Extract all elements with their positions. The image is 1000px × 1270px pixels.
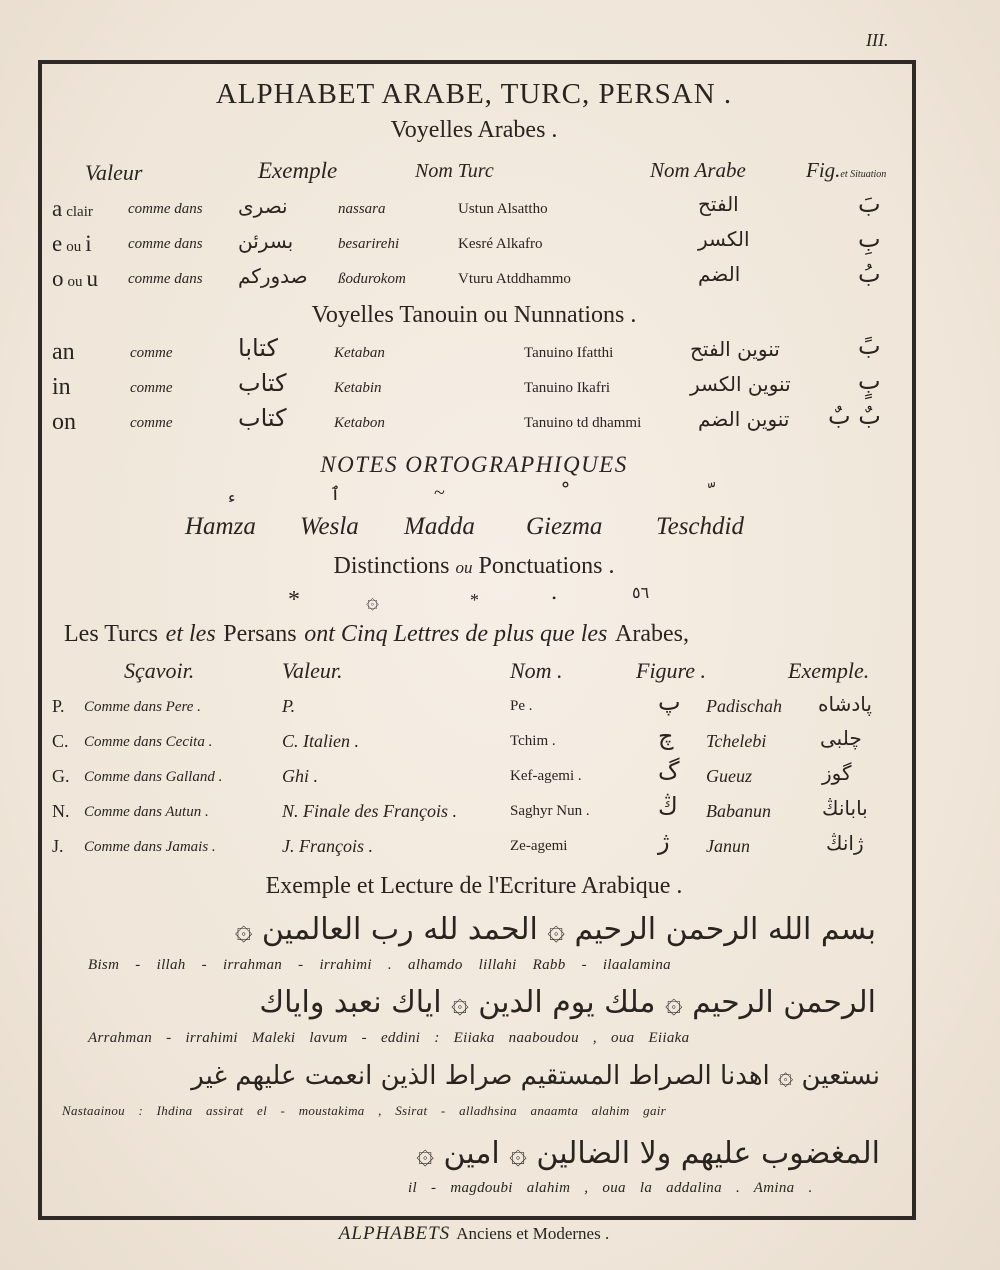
extra-nom: Saghyr Nun . xyxy=(510,803,590,819)
extra-letter: P. xyxy=(52,696,65,716)
extra-exemple: Padischah xyxy=(706,696,782,716)
vowel-translit: besarirehi xyxy=(338,236,400,252)
tanouin-translit: Ketabin xyxy=(334,380,382,396)
vowel-letter: e xyxy=(52,231,63,256)
lecture-arabic: بسم الله الرحمن الرحيم ۞ الحمد لله رب العالمين ۞ xyxy=(234,912,876,947)
tanouin-heading: Voyelles Tanouin ou Nunnations . xyxy=(311,302,637,328)
extra-valeur: J. François . xyxy=(282,836,373,856)
extra-valeur: P. xyxy=(282,696,296,716)
extra-comme: Comme dans Galland . xyxy=(84,769,223,785)
vowel-nom-arabe: الفتح xyxy=(698,192,739,216)
sentence-persans: Persans xyxy=(223,621,297,647)
extra-letter: N. xyxy=(52,801,70,821)
distinctions-ou: ou xyxy=(455,558,473,577)
lecture-translit: Nastaainou : Ihdina assirat el - moustakima , Ssirat - alladhsina anaamta alahim gair xyxy=(62,1103,667,1118)
note-label-giezma: Giezma xyxy=(526,513,603,540)
lecture-arabic: الرحمن الرحيم ۞ ملك يوم الدين ۞ اياك نعبد واياك xyxy=(259,985,876,1020)
extra-letters-sentence xyxy=(64,619,689,648)
note-label-teschdid: Teschdid xyxy=(656,513,744,540)
tanouin-nom-arabic: تنوين الضم xyxy=(698,407,790,431)
vowel-value xyxy=(52,266,98,292)
distinctions-word: Distinctions xyxy=(333,553,450,579)
extra-exemple: Gueuz xyxy=(706,766,752,786)
extra-letter: J. xyxy=(52,836,64,856)
extra-figure: ژ xyxy=(658,827,670,855)
vowel-comme: comme dans xyxy=(128,271,203,287)
header-exemple: Exemple xyxy=(258,158,338,183)
tanouin-example-arabic: كتابا xyxy=(238,334,278,362)
vowel-nom-turc: Ustun Alsattho xyxy=(458,201,548,217)
extra-exemple-arabic: چلبى xyxy=(820,726,862,750)
extra-exemple-arabic: ژانڭ xyxy=(826,831,864,855)
vowel-figure: بَ xyxy=(858,190,881,218)
tanouin-value: on xyxy=(52,409,76,435)
punct-rosette-icon: ۞ xyxy=(366,588,379,613)
header-fig-sub: et Situation xyxy=(840,169,887,180)
sentence-turcs: Les Turcs xyxy=(64,621,159,647)
extra-figure: چ xyxy=(658,722,674,750)
extra-letter: G. xyxy=(52,766,70,786)
vowel-figure: بِ xyxy=(858,225,881,253)
header-fig xyxy=(806,158,886,183)
vowel-translit: nassara xyxy=(338,201,386,217)
vowel-nom-arabe: الضم xyxy=(698,262,741,286)
extra-nom: Pe . xyxy=(510,698,533,714)
extra-nom: Kef-agemi . xyxy=(510,768,582,784)
lecture-translit: il - magdoubi alahim , oua la addalina . Amina . xyxy=(408,1180,813,1196)
extra-comme: Comme dans Autun . xyxy=(84,804,209,820)
plate-footer xyxy=(40,1222,908,1245)
header-valeur: Valeur xyxy=(85,160,143,185)
tanouin-value: in xyxy=(52,374,71,400)
extra-comme: Comme dans Cecita . xyxy=(84,734,213,750)
lecture-translit: Arrahman - irrahimi Maleki lavum - eddini : Eiiaka naaboudou , oua Eiiaka xyxy=(88,1030,690,1046)
punct-numeral-icon: ٥٦ xyxy=(632,585,650,602)
sentence-et-les: et les xyxy=(165,621,216,647)
tanouin-translit: Ketaban xyxy=(334,345,385,361)
vowel-letter: a xyxy=(52,196,63,221)
vowel-qualifier: ou xyxy=(67,274,83,290)
note-label-madda: Madda xyxy=(404,513,475,540)
header-valeur-2: Valeur. xyxy=(282,658,343,683)
extra-figure: گ xyxy=(658,757,680,785)
footer-alphabets: ALPHABETS xyxy=(338,1223,451,1244)
vowel-nom-arabe: الكسر xyxy=(698,227,750,251)
distinctions-heading xyxy=(40,553,908,580)
footer-anciens: Anciens et Modernes . xyxy=(456,1224,610,1243)
vowel-letter-alt: i xyxy=(85,231,92,256)
tanouin-figure: بٌ بٌ xyxy=(828,402,881,430)
vowel-letter-alt: u xyxy=(86,266,98,291)
notes-heading: NOTES ORTOGRAPHIQUES xyxy=(320,452,628,477)
vowel-value xyxy=(52,231,92,257)
wesla-mark: ٱ xyxy=(330,484,341,505)
vowel-figure: بُ xyxy=(858,260,881,288)
page-number: III. xyxy=(866,30,889,50)
tanouin-value: an xyxy=(52,339,75,365)
punct-asterisk-icon: * xyxy=(288,587,300,613)
sentence-middle: ont Cinq Lettres de plus que les xyxy=(304,621,608,647)
lecture-translit: Bism - illah - irrahman - irrahimi . alhamdo lillahi Rabb - ilaalamina xyxy=(88,957,671,973)
page-title: ALPHABET ARABE, TURC, PERSAN . xyxy=(215,78,733,110)
extra-exemple-arabic: بابانڭ xyxy=(822,796,868,820)
ponctuations-word: Ponctuations . xyxy=(478,553,615,579)
note-label-wesla: Wesla xyxy=(300,513,359,540)
vowel-example-arabic: نصرى xyxy=(238,194,288,218)
tanouin-comme: comme xyxy=(130,345,173,361)
extra-exemple: Tchelebi xyxy=(706,731,767,751)
vowel-qualifier: clair xyxy=(66,204,93,220)
extra-figure: پ xyxy=(658,688,681,716)
tanouin-nom: Tanuino Ifatthi xyxy=(524,345,614,361)
extra-exemple: Babanun xyxy=(706,801,771,821)
header-scavoir: Sçavoir. xyxy=(124,658,195,683)
sentence-arabes: Arabes, xyxy=(615,621,689,647)
header-figure: Figure . xyxy=(636,658,707,683)
extra-exemple-arabic: پادشاه xyxy=(818,692,872,716)
header-nom-turc: Nom Turc xyxy=(415,160,494,182)
vowel-example-arabic: بسرئن xyxy=(238,229,294,253)
extra-exemple: Janun xyxy=(706,836,750,856)
extra-comme: Comme dans Jamais . xyxy=(84,839,216,855)
extra-exemple-arabic: گوز xyxy=(822,761,852,785)
extra-nom: Ze-agemi xyxy=(510,838,568,854)
lecture-arabic: نستعين ۞ اهدنا الصراط المستقيم صراط الذين انعمت عليهم غير xyxy=(191,1061,880,1091)
vowels-heading: Voyelles Arabes . xyxy=(390,117,558,143)
madda-mark: ~ xyxy=(434,482,445,504)
header-nom: Nom . xyxy=(510,658,563,683)
tanouin-nom-arabic: تنوين الفتح xyxy=(690,337,780,361)
tanouin-example-arabic: كتاب xyxy=(238,404,287,432)
tanouin-nom-arabic: تنوين الكسر xyxy=(690,372,791,396)
tanouin-nom: Tanuino Ikafri xyxy=(524,380,611,396)
punct-star-icon: * xyxy=(470,590,479,610)
tanouin-nom: Tanuino td dhammi xyxy=(524,415,642,431)
hamza-mark: ء xyxy=(228,488,236,507)
vowel-qualifier: ou xyxy=(66,239,82,255)
extra-comme: Comme dans Pere . xyxy=(84,699,201,715)
extra-valeur: Ghi . xyxy=(282,766,318,786)
vowel-nom-turc: Vturu Atddhammo xyxy=(458,271,571,287)
vowel-comme: comme dans xyxy=(128,201,203,217)
tanouin-comme: comme xyxy=(130,415,173,431)
extra-valeur: N. Finale des François . xyxy=(282,801,457,821)
tanouin-translit: Ketabon xyxy=(334,415,385,431)
vowel-comme: comme dans xyxy=(128,236,203,252)
vowel-translit: ßodurokom xyxy=(338,271,406,287)
extra-valeur: C. Italien . xyxy=(282,731,359,751)
tanouin-example-arabic: كتاب xyxy=(238,369,287,397)
vowel-example-arabic: صدوركم xyxy=(238,264,308,288)
note-label-hamza: Hamza xyxy=(185,513,256,540)
punct-dot-icon: • xyxy=(552,591,557,605)
extra-figure: ڭ xyxy=(658,792,678,820)
header-exemple-2: Exemple. xyxy=(788,658,870,683)
tanouin-comme: comme xyxy=(130,380,173,396)
vowel-letter: o xyxy=(52,266,64,291)
vowel-nom-turc: Kesré Alkafro xyxy=(458,236,543,252)
vowel-value xyxy=(52,196,93,222)
lecture-heading: Exemple et Lecture de l'Ecriture Arabique . xyxy=(265,873,683,899)
tanouin-figure: بً xyxy=(858,332,881,360)
header-nom-arabe: Nom Arabe xyxy=(650,158,746,182)
header-fig-label: Fig. xyxy=(806,158,841,182)
extra-letter: C. xyxy=(52,731,69,751)
tanouin-figure: بٍ xyxy=(858,367,881,395)
extra-nom: Tchim . xyxy=(510,733,556,749)
lecture-arabic: المغضوب عليهم ولا الضالين ۞ امين ۞ xyxy=(416,1136,880,1171)
